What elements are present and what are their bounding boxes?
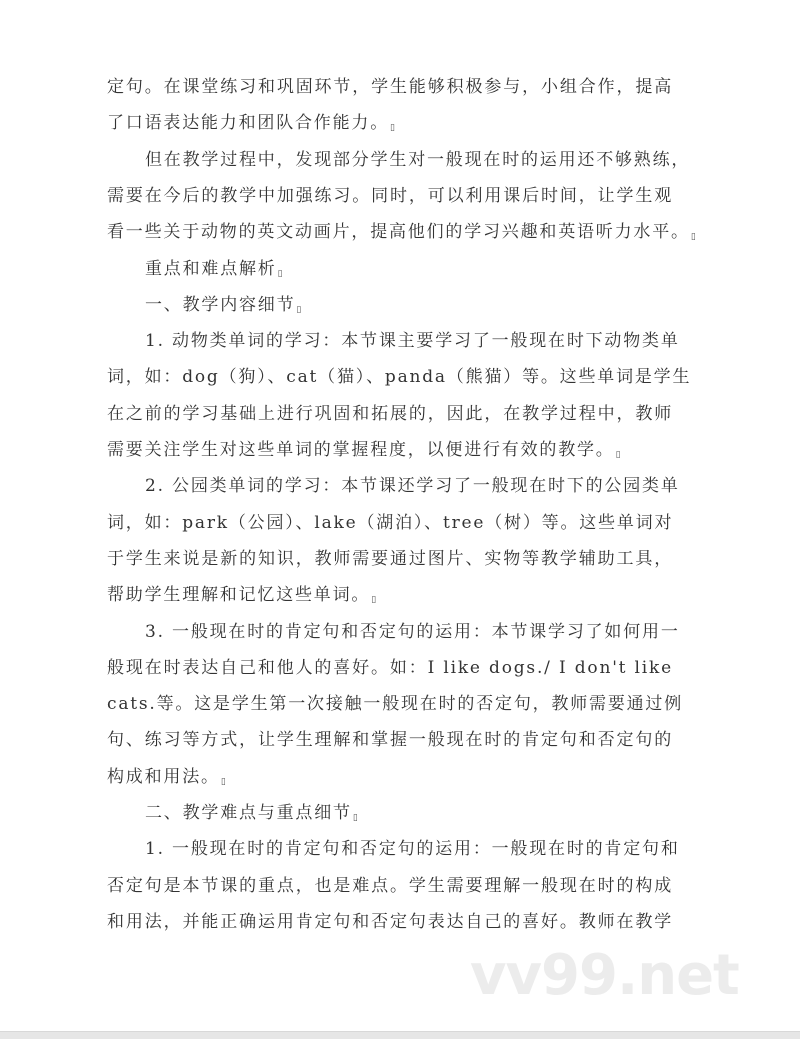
page-bottom-edge (0, 1031, 800, 1039)
text-line-content: 于学生来说是新的知识，教师需要通过图片、实物等教学辅助工具， (107, 548, 673, 569)
text-line (107, 510, 673, 536)
text-line-content: 1. 动物类单词的学习：本节课主要学习了一般现在时下动物类单 (145, 331, 680, 352)
text-line-content: 在之前的学习基础上进行巩固和拓展的，因此，在教学过程中，教师 (107, 403, 673, 424)
paragraph-mark: ▯ (390, 123, 395, 134)
text-line-content: 看一些关于动物的英文动画片，提高他们的学习兴趣和英语听力水平。 (107, 222, 690, 243)
text-line (107, 691, 684, 717)
text-line-content: 否定句是本节课的重点，也是难点。学生需要理解一般现在时的构成 (107, 875, 673, 896)
text-line-content: 般现在时表达自己和他人的喜好。如：I like dogs./ I don't like (107, 657, 673, 678)
text-line (107, 546, 673, 572)
text-line-content: 帮助学生理解和记忆这些单词。 (107, 585, 371, 606)
text-line (107, 74, 673, 100)
paragraph-mark: ▯ (220, 776, 226, 787)
text-line-content: 句、练习等方式，让学生理解和掌握一般现在时的肯定句和否定句的 (107, 730, 673, 751)
text-line (107, 873, 673, 899)
text-line-content: 2. 公园类单词的学习：本节课还学习了一般现在时下的公园类单 (145, 476, 680, 497)
text-line (145, 800, 358, 826)
text-line-content: 但在教学过程中，发现部分学生对一般现在时的运用还不够熟练， (145, 149, 691, 170)
paragraph-mark: ▯ (615, 450, 621, 460)
paragraph-mark: ▯ (277, 268, 283, 279)
text-line-content: 词，如：dog（狗）、cat（猫）、panda（熊猫）等。这些单词是学生 (107, 367, 692, 388)
text-line (107, 110, 395, 136)
paragraph-mark: ▯ (352, 813, 358, 823)
text-line-content: 3. 一般现在时的肯定句和否定句的运用：本节课学习了如何用一 (145, 621, 680, 642)
text-line-content: 一、教学内容细节 (145, 294, 296, 315)
text-line (107, 582, 376, 608)
paragraph-mark: ▯ (296, 304, 302, 315)
text-line (145, 147, 691, 173)
text-line-content: 重点和难点解析 (145, 258, 277, 279)
watermark: vv99.net (470, 943, 739, 1008)
text-line (145, 836, 680, 862)
text-line (107, 909, 673, 935)
text-line (107, 364, 692, 390)
paragraph-mark: ▯ (690, 232, 696, 243)
text-line-content: cats.等。这是学生第一次接触一般现在时的否定句，教师需要通过例 (107, 694, 684, 715)
text-line-content: 词，如：park（公园）、lake（湖泊）、tree（树）等。这些单词对 (107, 512, 674, 533)
text-line (107, 655, 673, 681)
text-line (107, 183, 673, 209)
text-line-content: 定句。在课堂练习和巩固环节，学生能够积极参与，小组合作，提高 (107, 77, 673, 97)
text-line (145, 473, 680, 499)
text-line-content: 二、教学难点与重点细节 (145, 803, 352, 823)
paragraph-mark: ▯ (371, 595, 377, 606)
text-line-content: 和用法，并能正确运用肯定句和否定句表达自己的喜好。教师在教学 (107, 911, 673, 932)
text-line (107, 764, 226, 790)
text-line (145, 328, 680, 354)
text-line (145, 292, 301, 318)
text-line-content: 了口语表达能力和团队合作能力。 (107, 113, 389, 134)
text-line (145, 619, 680, 645)
text-line-content: 需要在今后的教学中加强练习。同时，可以利用课后时间，让学生观 (107, 185, 673, 206)
text-line (107, 401, 673, 427)
text-line-content: 1. 一般现在时的肯定句和否定句的运用：一般现在时的肯定句和 (145, 839, 680, 860)
text-line (107, 219, 696, 245)
text-line (107, 437, 621, 463)
text-line (107, 727, 673, 753)
text-line-content: 构成和用法。 (107, 766, 220, 787)
text-line-content: 需要关注学生对这些单词的掌握程度，以便进行有效的教学。 (107, 440, 615, 460)
text-line (145, 256, 283, 282)
